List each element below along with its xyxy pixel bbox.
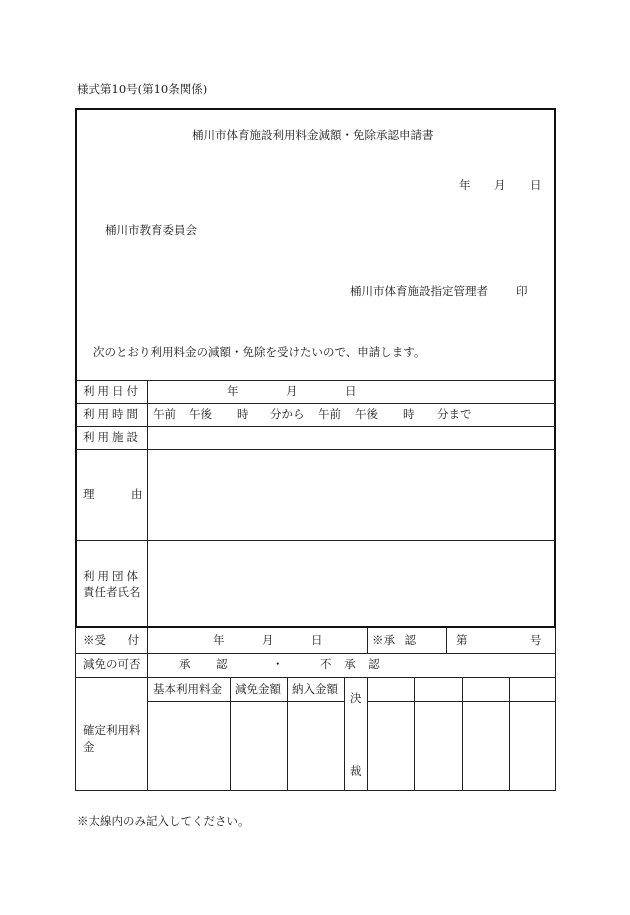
facility-label: 利用施設 — [83, 430, 141, 444]
stamp-col-divider-2 — [414, 677, 415, 791]
fee-col-divider-3 — [344, 677, 345, 791]
document-title: 桶川市体育施設利用料金減額・免除承認申請書 — [192, 128, 434, 142]
responsible-label-line1: 利用団体 — [83, 569, 141, 583]
fee-label: 確定利用料金 — [83, 723, 141, 754]
date-year-label[interactable]: 年 — [459, 178, 471, 192]
received-approval-divider — [367, 628, 368, 653]
responsible-label-line2: 責任者氏名 — [83, 585, 141, 599]
received-label: ※受 付 — [83, 633, 140, 647]
decision-label: 減免の可否 — [83, 657, 141, 671]
reason-label-left: 理 — [83, 487, 95, 501]
approval-number-prefix: 第 — [456, 633, 468, 647]
fee-col-divider-2 — [287, 677, 288, 791]
decision-stamp-label-bottom: 裁 — [350, 764, 362, 778]
decision-stamp-label-top: 決 — [350, 691, 362, 705]
label-column-divider — [147, 380, 148, 627]
decision-approve: 承 認 — [179, 657, 228, 671]
stamp-col-divider-3 — [462, 677, 463, 791]
usage-time-am-to[interactable]: 午前 — [318, 407, 341, 421]
seal-mark: 印 — [516, 284, 528, 298]
decision-separator: ・ — [272, 657, 284, 671]
date-month-label[interactable]: 月 — [494, 178, 506, 192]
received-day: 日 — [311, 633, 323, 647]
office-label-divider — [147, 628, 148, 791]
decision-reject: 不 承 認 — [320, 657, 380, 671]
fee-col-basic: 基本利用料金 — [153, 682, 222, 696]
form-number-label: 様式第10号(第10条関係) — [77, 82, 208, 96]
approval-label: ※承 認 — [372, 633, 417, 647]
approval-number-suffix: 号 — [530, 633, 542, 647]
reason-label-right: 由 — [131, 487, 143, 501]
usage-time-label: 利用時間 — [83, 407, 141, 421]
footer-note: ※太線内のみ記入してください。 — [77, 814, 250, 828]
usage-date-month[interactable]: 月 — [286, 384, 298, 398]
usage-time-hour-from[interactable]: 時 — [237, 407, 249, 421]
usage-time-am-from[interactable]: 午前 — [153, 407, 176, 421]
received-month: 月 — [262, 633, 274, 647]
stamp-col-divider-1 — [367, 677, 368, 791]
usage-time-pm-to[interactable]: 午後 — [355, 407, 378, 421]
usage-date-day[interactable]: 日 — [345, 384, 357, 398]
addressee: 桶川市教育委員会 — [105, 223, 197, 237]
stamp-col-divider-4 — [509, 677, 510, 791]
applicant-name: 桶川市体育施設指定管理者 — [350, 284, 488, 298]
usage-time-minute-to[interactable]: 分まで — [437, 407, 472, 421]
approval-number-divider — [446, 628, 447, 653]
fee-col-payment: 納入金額 — [292, 682, 338, 696]
rule-fee-header-bottom — [148, 701, 344, 702]
date-day-label[interactable]: 日 — [530, 178, 542, 192]
usage-date-label: 利用日付 — [83, 384, 141, 398]
usage-time-hour-to[interactable]: 時 — [403, 407, 415, 421]
received-year: 年 — [213, 633, 225, 647]
request-statement: 次のとおり利用料金の減額・免除を受けたいので、申請します。 — [93, 345, 426, 359]
fee-col-reduction: 減免金額 — [235, 682, 281, 696]
usage-date-year[interactable]: 年 — [227, 384, 239, 398]
fee-col-divider-1 — [230, 677, 231, 791]
usage-time-minute-from[interactable]: 分から — [270, 407, 305, 421]
usage-time-pm-from[interactable]: 午後 — [189, 407, 212, 421]
